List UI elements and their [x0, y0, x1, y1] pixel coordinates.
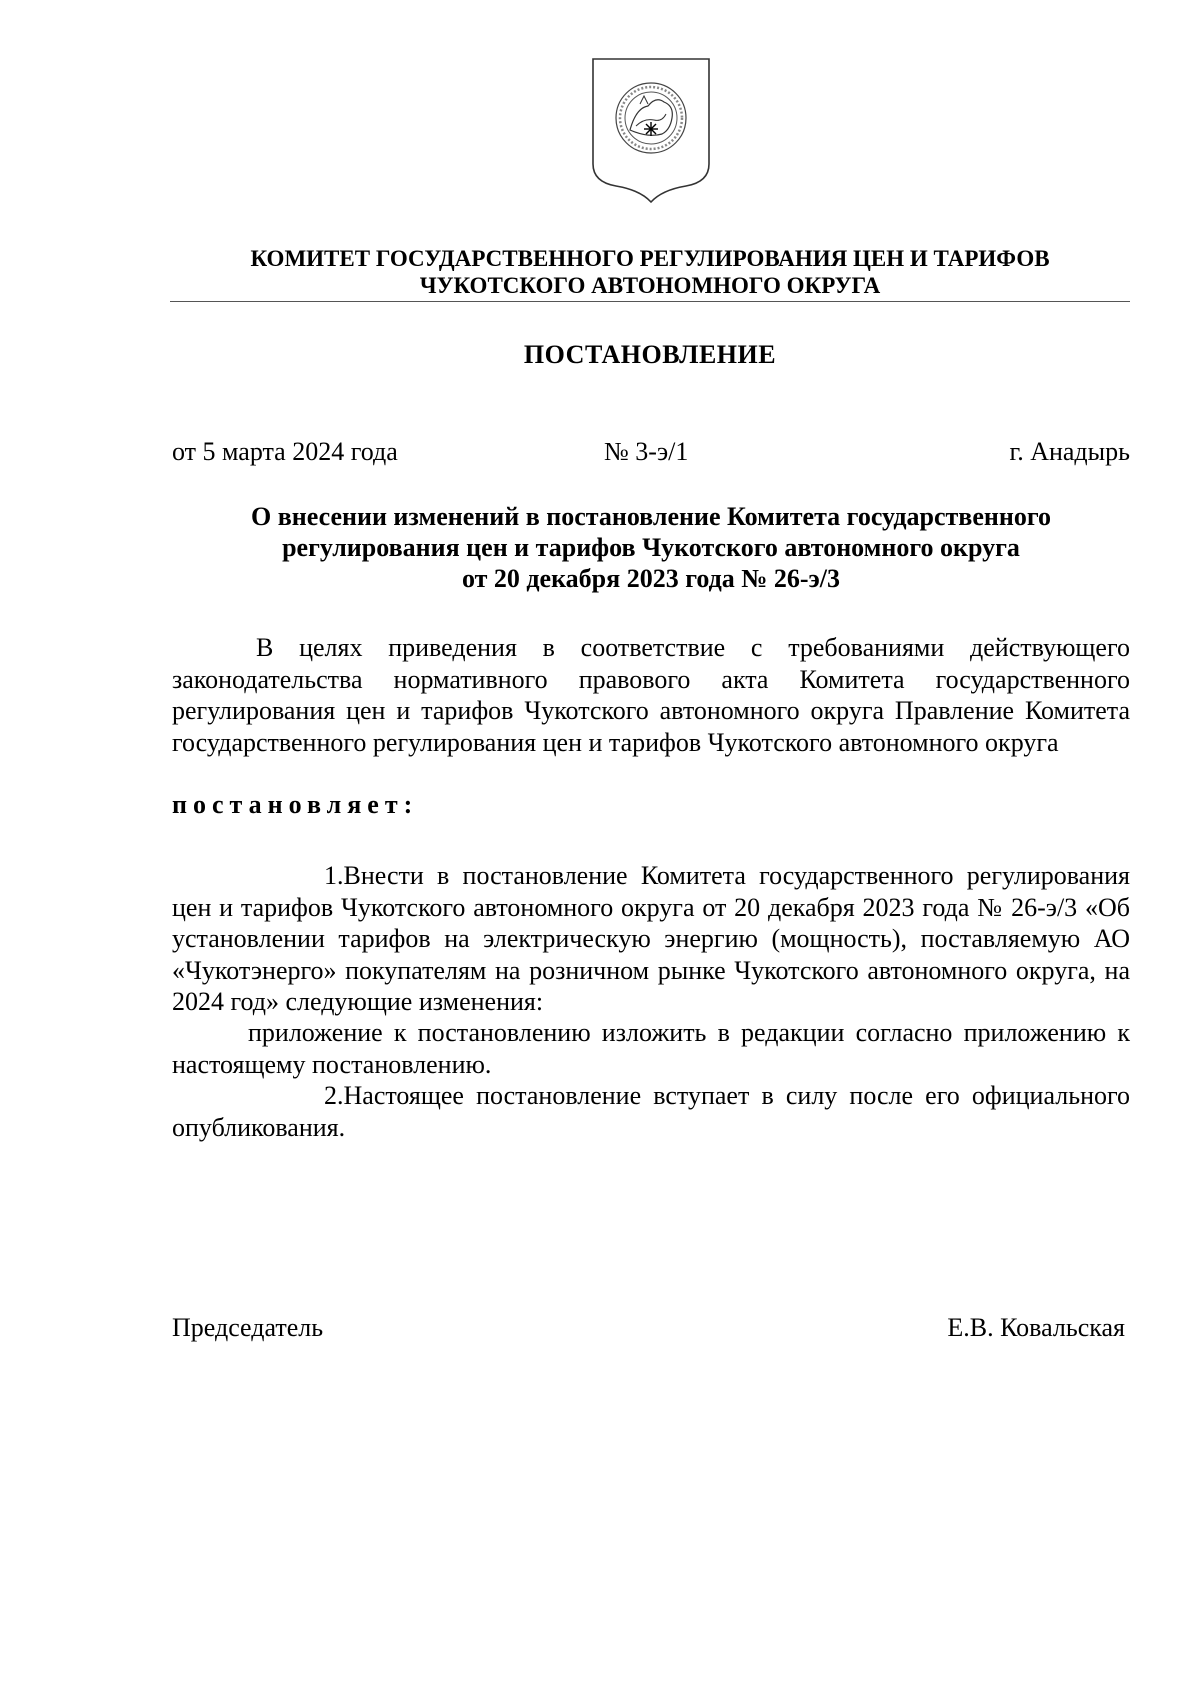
- clause-2-text: Настоящее постановление вступает в силу после его официального опубликования.: [172, 1081, 1130, 1142]
- signatory-name: Е.В. Ковальская: [947, 1313, 1125, 1342]
- organization-name: [170, 245, 1130, 299]
- chukotka-coat-of-arms-icon: [590, 56, 712, 206]
- header-divider: [170, 301, 1130, 302]
- document-place: г. Анадырь: [1009, 437, 1130, 466]
- clause-1-number: 1.: [324, 861, 344, 890]
- organization-name-line1: КОМИТЕТ ГОСУДАРСТВЕННОГО РЕГУЛИРОВАНИЯ ЦЕН И ТАРИФОВ: [250, 246, 1050, 271]
- signatory-role: Председатель: [172, 1313, 324, 1342]
- clause-2: [172, 1080, 1130, 1143]
- resolves-word: постановляет:: [172, 790, 419, 819]
- subject-line1: О внесении изменений в постановление Комитета государственного: [250, 502, 1052, 531]
- document-subject: [172, 501, 1130, 594]
- subject-line3: от 20 декабря 2023 года № 26-э/3: [461, 564, 841, 593]
- organization-name-line2: ЧУКОТСКОГО АВТОНОМНОГО ОКРУГА: [419, 273, 881, 298]
- clause-2-number: 2.: [324, 1081, 344, 1110]
- preamble-paragraph: В целях приведения в соответствие с требованиями действующего законодательства нормативного правового акта Комитета государственного регулирования цен и тарифов Чукотского автономного округа Правление Комитета государственного регулирования цен и тарифов Чукотского автономного округа: [172, 633, 1130, 757]
- document-date: от 5 марта 2024 года: [172, 437, 398, 466]
- clause-1-text: Внести в постановление Комитета государственного регулирования цен и тарифов Чукотского автономного округа от 20 декабря 2023 года № 26-э/3 «Об установлении тарифов на электрическую энергию (мощность), поставляемую АО «Чукотэнерго» покупателям на розничном рынке Чукотского автономного округа, на 2024 год» следующие изменения:: [172, 861, 1130, 1016]
- clause-1: [172, 860, 1130, 1018]
- clause-1-subparagraph: приложение к постановлению изложить в редакции согласно приложению к настоящему постановлению.: [172, 1018, 1130, 1079]
- subject-line2: регулирования цен и тарифов Чукотского автономного округа: [282, 533, 1020, 562]
- document-number: № 3-э/1: [604, 437, 689, 466]
- document-type-title: ПОСТАНОВЛЕНИЕ: [523, 340, 777, 369]
